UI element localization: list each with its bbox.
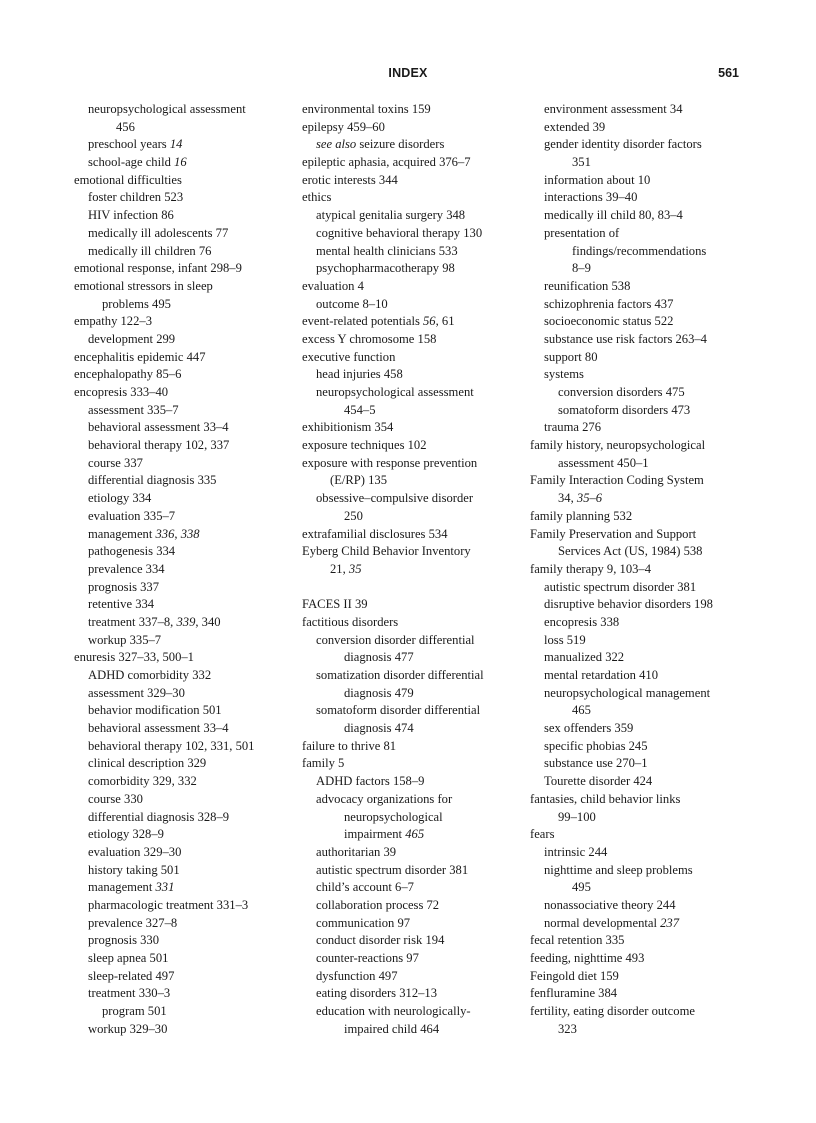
index-subentry: advocacy organizations for [316, 791, 453, 806]
index-subentry: counter-reactions 97 [316, 951, 419, 965]
index-subentry: prevalence 327–8 [88, 915, 178, 930]
index-subentry: conduct disorder risk 194 [316, 933, 445, 948]
index-subentry: schizophrenia factors 437 [544, 296, 674, 311]
index-subentry: (E/RP) 135 [330, 473, 388, 488]
index-subentry: interactions 39–40 [544, 190, 638, 205]
index-subentry: pharmacologic treatment 331–3 [88, 897, 249, 912]
index-entry: factitious disorders [302, 614, 399, 629]
index-column-3 [530, 101, 746, 1038]
index-entry: executive function [302, 349, 396, 364]
index-entry: event-related potentials 56, 61 [302, 314, 455, 329]
index-entry: fantasies, child behavior links [530, 791, 681, 806]
index-entry: exhibitionism 354 [302, 420, 394, 435]
index-entry: family planning 532 [530, 508, 633, 523]
index-subentry: encopresis 338 [544, 614, 620, 629]
index-subentry: nighttime and sleep problems [544, 862, 693, 877]
index-subentry: 34, 35–6 [558, 491, 603, 506]
index-subentry: behavioral assessment 33–4 [88, 721, 229, 736]
index-entry: Eyberg Child Behavior Inventory [302, 544, 471, 559]
index-subentry: eating disorders 312–13 [316, 986, 438, 1001]
index-subentry: evaluation 335–7 [88, 508, 176, 523]
index-subentry: 351 [572, 155, 591, 170]
index-subentry: retentive 334 [88, 597, 155, 612]
index-entry: encephalopathy 85–6 [74, 367, 182, 382]
index-subentry: impairment 465 [344, 827, 425, 842]
index-column-2 [302, 101, 520, 1038]
index-subentry: history taking 501 [88, 862, 180, 877]
index-subentry: 250 [344, 508, 363, 523]
index-entry: FACES II 39 [302, 597, 368, 612]
index-subentry: treatment 330–3 [88, 986, 171, 1001]
index-subentry: clinical description 329 [88, 756, 207, 771]
index-subentry: sleep apnea 501 [88, 951, 169, 965]
index-subentry: information about 10 [544, 172, 651, 187]
index-subentry: ADHD comorbidity 332 [88, 668, 212, 682]
index-entry: Family Interaction Coding System [530, 473, 704, 488]
index-subentry: workup 335–7 [88, 632, 162, 647]
index-subentry: presentation of [544, 225, 620, 240]
index-subentry: substance use 270–1 [544, 756, 648, 771]
index-subentry: assessment 329–30 [88, 685, 185, 700]
index-entry: family therapy 9, 103–4 [530, 561, 652, 576]
index-subentry: psychopharmacotherapy 98 [316, 261, 455, 276]
index-entry: emotional stressors in sleep [74, 278, 213, 293]
index-subentry: comorbidity 329, 332 [88, 774, 197, 789]
index-subentry: prevalence 334 [88, 561, 165, 576]
index-entry: family 5 [302, 756, 345, 771]
index-subentry: 8–9 [572, 261, 591, 276]
index-entry: encephalitis epidemic 447 [74, 349, 206, 364]
index-entry: environmental toxins 159 [302, 102, 431, 116]
index-entry: fecal retention 335 [530, 933, 625, 948]
index-subentry: disruptive behavior disorders 198 [544, 597, 713, 612]
index-subentry: nonassociative theory 244 [544, 897, 676, 912]
index-subentry: socioeconomic status 522 [544, 314, 674, 329]
index-entry: encopresis 333–40 [74, 385, 169, 399]
index-subentry: behavioral assessment 33–4 [88, 420, 229, 435]
index-subentry: diagnosis 479 [344, 685, 414, 700]
index-subentry: etiology 328–9 [88, 827, 164, 842]
index-entry: family history, neuropsychological [530, 438, 706, 453]
index-subentry: somatoform disorders 473 [558, 402, 691, 417]
index-entry: fears [530, 827, 555, 842]
index-subentry: neuropsychological assessment [316, 385, 474, 399]
index-subentry: conversion disorders 475 [558, 385, 685, 399]
index-entry: fenfluramine 384 [530, 986, 618, 1001]
index-subentry: neuropsychological management [544, 685, 711, 700]
index-entry: emotional response, infant 298–9 [74, 261, 242, 276]
index-entry: failure to thrive 81 [302, 738, 397, 753]
index-entry: exposure techniques 102 [302, 438, 427, 453]
index-subentry: obsessive–compulsive disorder [316, 491, 474, 506]
index-subentry: course 330 [88, 791, 143, 806]
index-subentry: behavioral therapy 102, 331, 501 [88, 738, 255, 753]
index-subentry: substance use risk factors 263–4 [544, 331, 707, 346]
index-subentry: impaired child 464 [344, 1021, 440, 1036]
index-subentry: 465 [572, 703, 591, 718]
index-subentry: neuropsychological [344, 809, 443, 824]
index-subentry: diagnosis 474 [344, 721, 414, 736]
index-subentry: education with neurologically- [316, 1004, 471, 1019]
index-subentry: 323 [558, 1021, 577, 1036]
index-subentry: foster children 523 [88, 190, 184, 205]
index-subentry: differential diagnosis 335 [88, 473, 217, 488]
index-subentry: mental health clinicians 533 [316, 243, 458, 258]
index-subentry: reunification 538 [544, 278, 631, 293]
page-number: 561 [718, 66, 739, 80]
index-subentry: head injuries 458 [316, 367, 403, 382]
index-entry: Family Preservation and Support [530, 526, 697, 541]
index-entry: feeding, nighttime 493 [530, 951, 645, 965]
index-column-1 [74, 101, 290, 1038]
index-subentry: development 299 [88, 331, 176, 346]
index-subentry: prognosis 337 [88, 579, 160, 594]
index-subentry: trauma 276 [544, 420, 602, 435]
index-subentry: Services Act (US, 1984) 538 [558, 544, 703, 559]
index-subentry: pathogenesis 334 [88, 544, 176, 559]
index-subentry: school-age child 16 [88, 155, 187, 170]
index-subentry: prognosis 330 [88, 933, 160, 948]
index-subentry: conversion disorder differential [316, 632, 475, 647]
index-entry: emotional difficulties [74, 172, 182, 187]
index-subentry: normal developmental 237 [544, 915, 679, 930]
index-entry: ethics [302, 190, 332, 205]
index-subentry: workup 329–30 [88, 1021, 168, 1036]
index-subentry: mental retardation 410 [544, 668, 659, 682]
index-subentry: see also seizure disorders [316, 137, 445, 152]
index-subentry: 454–5 [344, 402, 376, 417]
index-subentry: loss 519 [544, 632, 586, 647]
index-subentry: medically ill children 76 [88, 243, 212, 258]
index-subentry: program 501 [102, 1004, 167, 1019]
index-entry: epileptic aphasia, acquired 376–7 [302, 155, 471, 170]
index-entry: evaluation 4 [302, 278, 364, 293]
index-subentry: management 331 [88, 880, 175, 895]
index-subentry: sex offenders 359 [544, 721, 634, 736]
index-subentry: gender identity disorder factors [544, 137, 702, 152]
index-subentry: management 336, 338 [88, 526, 200, 541]
index-subentry: intrinsic 244 [544, 844, 608, 859]
index-entry: fertility, eating disorder outcome [530, 1004, 695, 1019]
index-subentry: child’s account 6–7 [316, 880, 414, 895]
index-subentry: HIV infection 86 [88, 208, 174, 223]
index-subentry: specific phobias 245 [544, 738, 648, 753]
index-subentry: problems 495 [102, 296, 171, 311]
index-subentry: assessment 335–7 [88, 402, 179, 417]
index-subentry: course 337 [88, 455, 143, 470]
index-subentry: somatization disorder differential [316, 668, 484, 682]
index-spacer [302, 579, 520, 597]
index-subentry: preschool years 14 [88, 137, 183, 152]
index-subentry: findings/recommendations [572, 243, 707, 258]
index-subentry: somatoform disorder differential [316, 703, 481, 718]
index-entry: erotic interests 344 [302, 172, 398, 187]
running-header-title: INDEX [388, 66, 428, 80]
index-entry: excess Y chromosome 158 [302, 331, 437, 346]
index-subentry: extended 39 [544, 119, 606, 134]
index-entry: extrafamilial disclosures 534 [302, 526, 448, 541]
index-subentry: environment assessment 34 [544, 102, 683, 116]
index-subentry: ADHD factors 158–9 [316, 774, 425, 789]
index-subentry: 99–100 [558, 809, 596, 824]
index-subentry: sleep-related 497 [88, 968, 175, 983]
index-subentry: dysfunction 497 [316, 968, 398, 983]
index-subentry: neuropsychological assessment [88, 102, 246, 116]
index-entry: empathy 122–3 [74, 314, 152, 329]
index-subentry: autistic spectrum disorder 381 [316, 862, 469, 877]
index-subentry: medically ill adolescents 77 [88, 225, 229, 240]
index-subentry: assessment 450–1 [558, 455, 649, 470]
index-subentry: collaboration process 72 [316, 897, 440, 912]
index-subentry: Tourette disorder 424 [544, 774, 653, 789]
index-subentry: atypical genitalia surgery 348 [316, 208, 466, 223]
index-subentry: manualized 322 [544, 650, 625, 665]
index-subentry: differential diagnosis 328–9 [88, 809, 230, 824]
index-entry: epilepsy 459–60 [302, 119, 385, 134]
index-subentry: authoritarian 39 [316, 844, 397, 859]
index-subentry: communication 97 [316, 915, 411, 930]
index-subentry: 456 [116, 119, 135, 134]
index-subentry: diagnosis 477 [344, 650, 414, 665]
index-subentry: 495 [572, 880, 591, 895]
index-subentry: support 80 [544, 349, 598, 364]
index-subentry: etiology 334 [88, 491, 152, 506]
index-subentry: evaluation 329–30 [88, 844, 182, 859]
index-entry: enuresis 327–33, 500–1 [74, 650, 194, 665]
index-subentry: behavior modification 501 [88, 703, 222, 718]
index-entry: exposure with response prevention [302, 455, 478, 470]
index-subentry: autistic spectrum disorder 381 [544, 579, 697, 594]
index-entry: Feingold diet 159 [530, 968, 619, 983]
index-subentry: behavioral therapy 102, 337 [88, 438, 230, 453]
index-subentry: outcome 8–10 [316, 296, 388, 311]
index-subentry: cognitive behavioral therapy 130 [316, 225, 483, 240]
index-subentry: treatment 337–8, 339, 340 [88, 614, 221, 629]
index-subentry: medically ill child 80, 83–4 [544, 208, 683, 223]
index-subentry: 21, 35 [330, 561, 362, 576]
index-subentry: systems [544, 367, 584, 382]
